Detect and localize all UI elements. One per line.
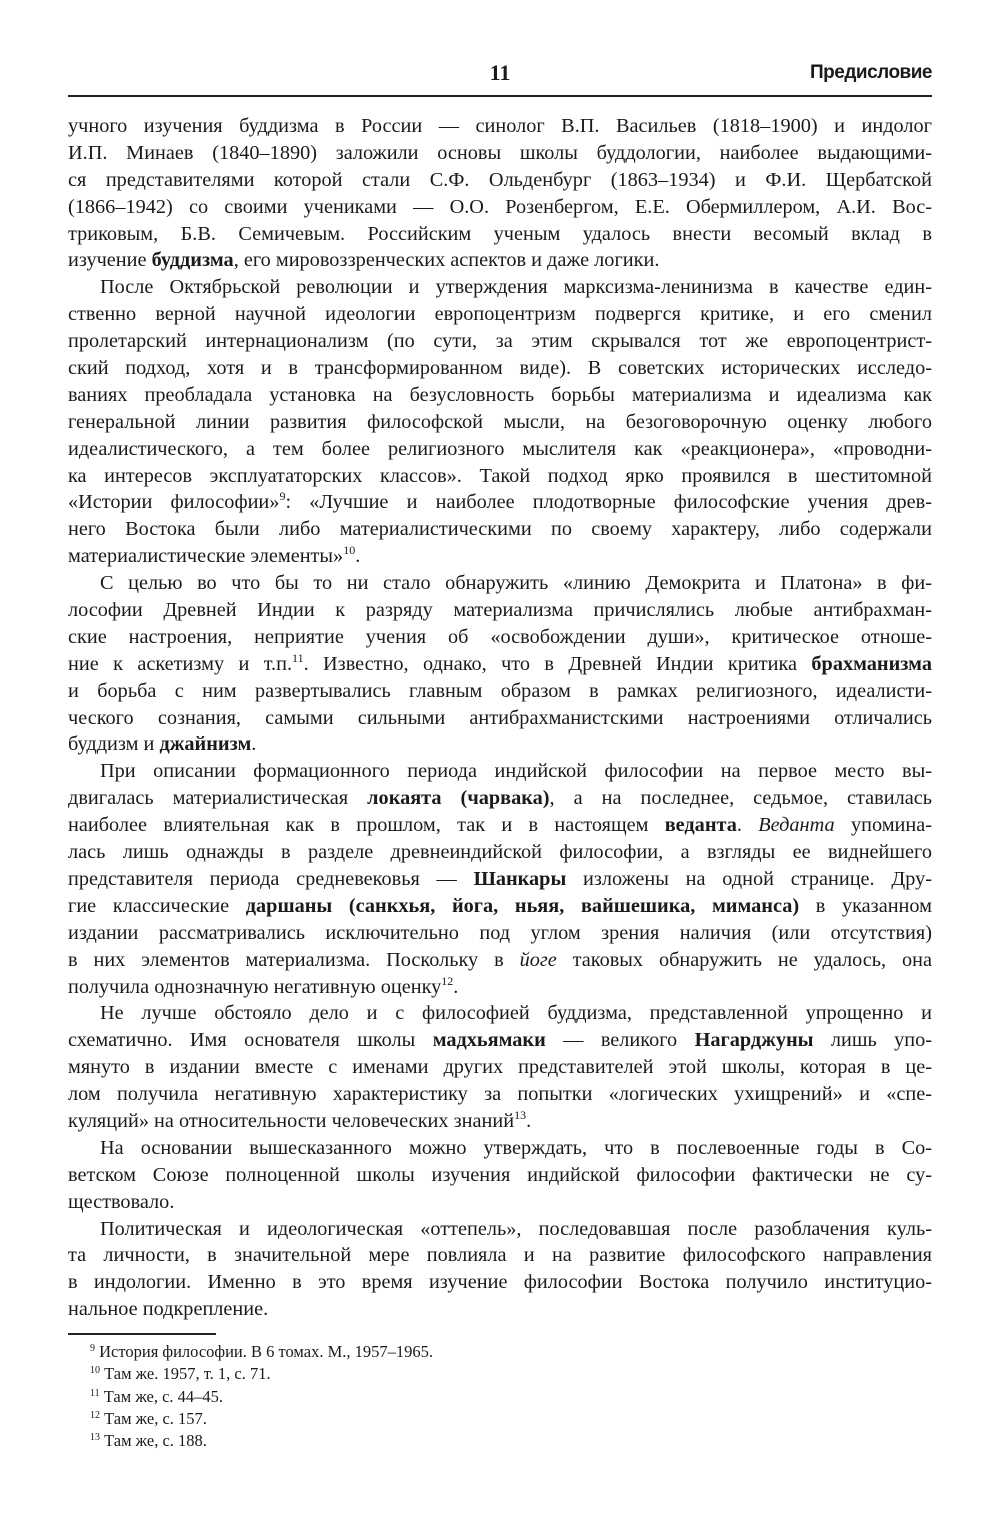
paragraph xyxy=(68,1216,932,1324)
main-text xyxy=(68,113,932,1323)
text-run: ские настроения, неприятие учения об «освобождении души», критическое отноше- xyxy=(68,625,932,648)
paragraph xyxy=(68,113,932,274)
text-line xyxy=(68,516,932,543)
text-run: . xyxy=(355,545,361,568)
text-line xyxy=(68,1189,932,1216)
text-run: лась лишь однажды в разделе древнеиндийской философии, а взгляды ее виднейшего xyxy=(68,841,932,864)
text-run: ваниях преобладала установка на безусловность борьбы материализма и идеализма как xyxy=(68,383,932,406)
paragraph xyxy=(68,1000,932,1134)
text-line xyxy=(68,1242,932,1269)
footnote-text: Там же, с. 188. xyxy=(100,1431,207,1451)
text-run: в указанном xyxy=(799,894,932,917)
paragraph xyxy=(68,274,932,570)
text-run: ние к аскетизму и т.п. xyxy=(68,652,293,675)
text-run: После Октябрьской революции и утверждения марксизма-ленинизма в качестве един- xyxy=(100,276,932,299)
text-line xyxy=(68,489,932,516)
text-line xyxy=(68,947,932,974)
text-line xyxy=(68,140,932,167)
text-run: лософии Древней Индии к разряду материализма причислялись любые антибрахман- xyxy=(68,599,932,622)
text-line xyxy=(68,705,932,732)
footnote-text: История философии. В 6 томах. М., 1957–1965. xyxy=(95,1342,434,1361)
text-run: (1866–1942) со своими учениками — О.О. Розенбергом, Е.Е. Обермиллером, А.И. Вос- xyxy=(68,195,932,218)
text-line xyxy=(68,731,932,758)
text-run: пролетарский интернационализм (по сути, за этим скрывался тот же европоцентрист- xyxy=(68,330,932,353)
text-run: Не лучше обстояло дело и с философией буддизма, представленной упрощенно и xyxy=(100,1002,932,1025)
text-run: учного изучения буддизма в России — синолог В.П. Васильев (1818–1900) и индолог xyxy=(68,115,932,137)
text-line xyxy=(68,678,932,705)
text-line xyxy=(68,785,932,812)
page-number: 11 xyxy=(489,60,511,85)
bold-term: Шанкары xyxy=(473,867,567,890)
paragraph xyxy=(68,570,932,758)
text-run: наиболее влиятельная как в прошлом, так и в настоящем xyxy=(68,814,665,837)
footnote-ref[interactable]: 9 xyxy=(279,489,286,504)
text-line xyxy=(68,382,932,409)
text-run: ся представителями которой стали С.Ф. Ольденбург (1863–1934) и Ф.И. Щербатской xyxy=(68,168,932,191)
paragraph xyxy=(68,758,932,1000)
text-line xyxy=(68,247,932,274)
footnote-number: 10 xyxy=(90,1365,100,1377)
text-run: буддизм и xyxy=(68,733,160,756)
text-line xyxy=(68,920,932,947)
header-rule xyxy=(68,95,932,97)
text-line xyxy=(68,274,932,301)
text-run: . xyxy=(251,733,257,756)
text-run: При описании формационного периода индийской философии на первое место вы- xyxy=(100,760,932,783)
footnote-number: 13 xyxy=(90,1432,100,1444)
text-line xyxy=(68,893,932,920)
text-line xyxy=(68,328,932,355)
text-line xyxy=(68,463,932,490)
footnote-ref[interactable]: 10 xyxy=(343,543,356,558)
text-line xyxy=(68,1269,932,1296)
text-run: генеральной линии развития философской мысли, на безоговорочную оценку любого xyxy=(68,410,932,433)
text-line xyxy=(68,436,932,463)
text-run: Политическая и идеологическая «оттепель», последовавшая после разоблачения куль- xyxy=(100,1217,932,1240)
footnote-ref[interactable]: 11 xyxy=(292,650,304,665)
text-line xyxy=(68,1296,932,1323)
text-run: таковых обнаружить не удалось, она xyxy=(556,948,932,971)
text-line xyxy=(68,624,932,651)
footnote xyxy=(90,1341,433,1363)
text-run: представителя периода средневековья — xyxy=(68,867,474,890)
footnote-text: Там же, с. 44–45. xyxy=(99,1386,224,1406)
text-line xyxy=(68,758,932,785)
bold-term: буддизма xyxy=(151,249,234,272)
bold-term: веданта xyxy=(664,814,737,837)
text-line xyxy=(68,1162,932,1189)
footnote xyxy=(90,1363,433,1385)
text-line xyxy=(68,1054,932,1081)
footnote-number: 11 xyxy=(90,1387,100,1399)
footnote-number: 12 xyxy=(90,1409,100,1421)
text-run: : «Лучшие и наиболее плодотворные философские учения древ- xyxy=(285,491,933,514)
text-run: ка интересов эксплуататорских классов». Такой подход ярко проявился в шеститомной xyxy=(68,464,932,487)
text-run: куляций» на относительности человеческих знаний xyxy=(68,1109,515,1132)
bold-term: Нагарджуны xyxy=(694,1029,814,1052)
text-line xyxy=(68,113,932,140)
text-run: и борьба с ним развертывались главным образом в рамках религиозного, идеалисти- xyxy=(68,679,932,702)
text-run: получила однозначную негативную оценку xyxy=(68,975,442,998)
text-run: ществовало. xyxy=(68,1190,175,1213)
paragraph xyxy=(68,1135,932,1216)
text-run: С целью во что бы то ни стало обнаружить «линию Демокрита и Платона» в фи- xyxy=(100,572,932,595)
text-run: лом получила негативную характеристику за попытки «логических ухищрений» и «спе- xyxy=(68,1083,932,1106)
text-run: мянуто в издании вместе с именами других представителей этой школы, которая в це- xyxy=(68,1056,932,1079)
text-run: . xyxy=(453,975,459,998)
bold-term: локаята (чарвака) xyxy=(367,787,550,810)
text-run: нальное подкрепление. xyxy=(68,1298,269,1321)
text-run: . Известно, однако, что в Древней Индии критика xyxy=(303,652,812,675)
bold-term: мадхьямаки xyxy=(432,1029,546,1052)
footnotes xyxy=(90,1341,433,1452)
text-line xyxy=(68,409,932,436)
footnote-ref[interactable]: 12 xyxy=(441,973,454,988)
text-run: идеалистического, а тем более религиозного мыслителя как «реакционера», «проводни- xyxy=(68,437,932,460)
text-line xyxy=(68,1000,932,1027)
text-line xyxy=(68,1216,932,1243)
text-run: него Востока были либо материалистическими по своему характеру, либо содержали xyxy=(68,518,932,541)
text-run: упомина- xyxy=(834,814,932,837)
footnote-separator xyxy=(68,1333,216,1335)
footnote-text: Там же, с. 157. xyxy=(100,1408,207,1428)
text-line xyxy=(68,974,932,1001)
text-line xyxy=(68,1108,932,1135)
text-line xyxy=(68,812,932,839)
text-run: ветском Союзе полноценной школы изучения индийской философии фактически не су- xyxy=(68,1163,932,1186)
text-run: . xyxy=(526,1109,532,1132)
bold-term: джайнизм xyxy=(159,733,252,756)
text-run: На основании вышесказанного можно утверждать, что в послевоенные годы в Со- xyxy=(100,1136,932,1159)
text-line xyxy=(68,1081,932,1108)
text-run: изложены на одной странице. Дру- xyxy=(566,867,932,890)
text-run: в индологии. Именно в это время изучение философии Востока получило институцио- xyxy=(68,1271,932,1294)
text-line xyxy=(68,301,932,328)
text-run: — великого xyxy=(545,1029,695,1052)
bold-term: даршаны (санкхья, йога, ньяя, вайшешика, миманса) xyxy=(245,894,800,917)
text-line xyxy=(68,355,932,382)
running-head-title: Предисловие xyxy=(810,62,932,83)
text-run: «Истории философии» xyxy=(68,491,280,514)
italic-term: Веданта xyxy=(758,814,835,837)
text-line xyxy=(68,543,932,570)
italic-term: йоге xyxy=(519,948,557,971)
text-run: двигалась материалистическая xyxy=(68,787,368,810)
text-line xyxy=(68,651,932,678)
text-run: схематично. Имя основателя школы xyxy=(68,1029,433,1052)
text-line xyxy=(68,839,932,866)
text-line xyxy=(68,167,932,194)
text-line xyxy=(68,570,932,597)
footnote-ref[interactable]: 13 xyxy=(514,1107,527,1122)
text-run: в них элементов материализма. Поскольку в xyxy=(68,948,520,971)
text-run: лишь упо- xyxy=(813,1029,933,1052)
text-run: , его мировоззренческих аспектов и даже логики. xyxy=(233,249,660,272)
text-line xyxy=(68,221,932,248)
text-run: материалистические элементы» xyxy=(68,545,344,568)
footnote xyxy=(90,1430,433,1452)
text-run: И.П. Минаев (1840–1890) заложили основы школы буддологии, наиболее выдающими- xyxy=(68,141,932,164)
text-run: ческого сознания, самыми сильными антибрахманистскими настроениями отличались xyxy=(68,706,932,729)
footnote xyxy=(90,1386,433,1408)
text-run: ственно верной научной идеологии европоцентризм подвергся критике, и его сменил xyxy=(68,303,932,326)
bold-term: брахманизма xyxy=(811,652,932,675)
text-line xyxy=(68,194,932,221)
text-run: гие классические xyxy=(68,894,246,917)
text-run: . xyxy=(736,814,759,837)
text-run: та личности, в значительной мере повлияла и на развитие философского направления xyxy=(68,1244,932,1267)
text-line xyxy=(68,597,932,624)
text-run: триковым, Б.В. Семичевым. Российским ученым удалось внести весомый вклад в xyxy=(68,222,932,245)
text-run: ский подход, хотя и в трансформированном виде). В советских исторических исследо- xyxy=(68,357,932,380)
footnote xyxy=(90,1408,433,1430)
text-run: изучение xyxy=(68,249,152,272)
text-run: издании рассматривались исключительно под углом зрения наличия (или отсутствия) xyxy=(68,921,932,944)
text-line xyxy=(68,1135,932,1162)
text-line xyxy=(68,1027,932,1054)
text-run: , а на последнее, седьмое, ставилась xyxy=(549,787,932,810)
footnote-number: 9 xyxy=(90,1343,95,1354)
text-line xyxy=(68,866,932,893)
footnote-text: Там же. 1957, т. 1, с. 71. xyxy=(100,1364,271,1384)
